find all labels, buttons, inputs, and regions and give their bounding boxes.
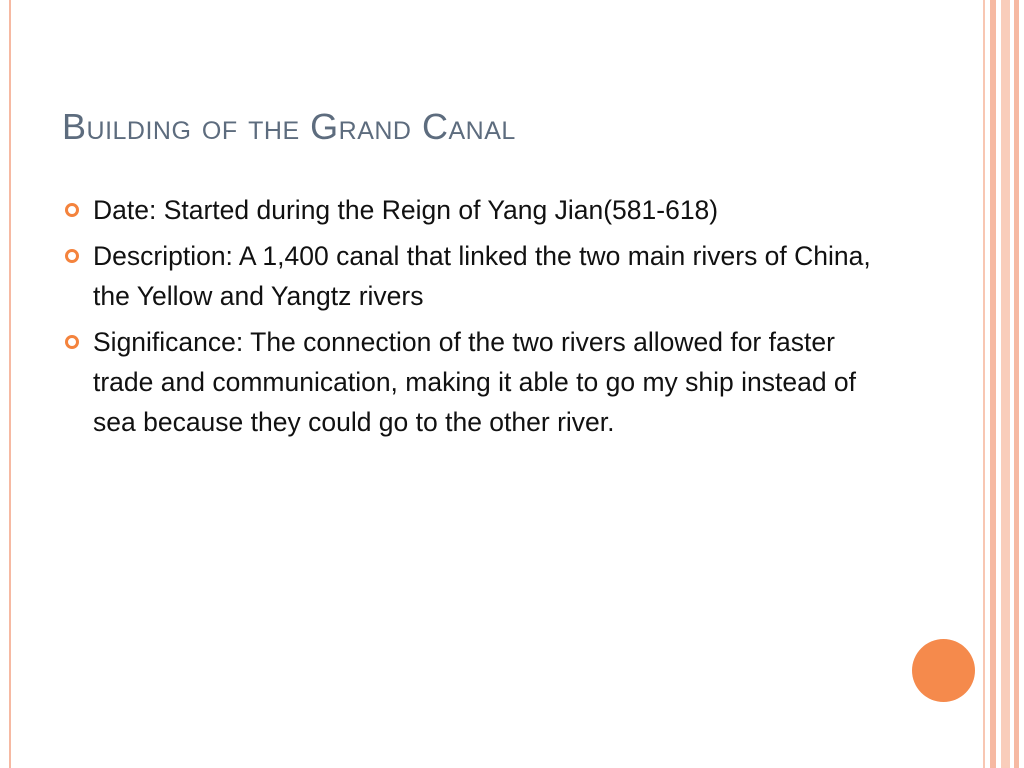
- decorative-circle: [912, 639, 975, 702]
- bullet-marker-icon: [65, 335, 79, 349]
- bullet-item-description: [62, 236, 882, 316]
- bullet-list: [62, 190, 882, 448]
- stripe-3: [1001, 0, 1010, 768]
- bullet-item-date: [62, 190, 882, 230]
- left-border-line: [9, 0, 11, 768]
- bullet-text: Significance: The connection of the two rivers allowed for faster trade and communication, making it able to go my ship instead of sea because they could go to the other river.: [93, 327, 857, 437]
- stripe-2: [990, 0, 996, 768]
- stripe-4: [1014, 0, 1019, 768]
- slide-title: Building of the Grand Canal: [62, 106, 516, 147]
- bullet-marker-icon: [65, 249, 79, 263]
- bullet-text: Description: A 1,400 canal that linked the two main rivers of China, the Yellow and Yangtz rivers: [93, 241, 871, 311]
- bullet-text: Date: Started during the Reign of Yang Jian(581-618): [93, 195, 719, 225]
- bullet-item-significance: [62, 322, 882, 442]
- stripe-1: [983, 0, 985, 768]
- decorative-stripes: [980, 0, 1024, 768]
- bullet-marker-icon: [65, 203, 79, 217]
